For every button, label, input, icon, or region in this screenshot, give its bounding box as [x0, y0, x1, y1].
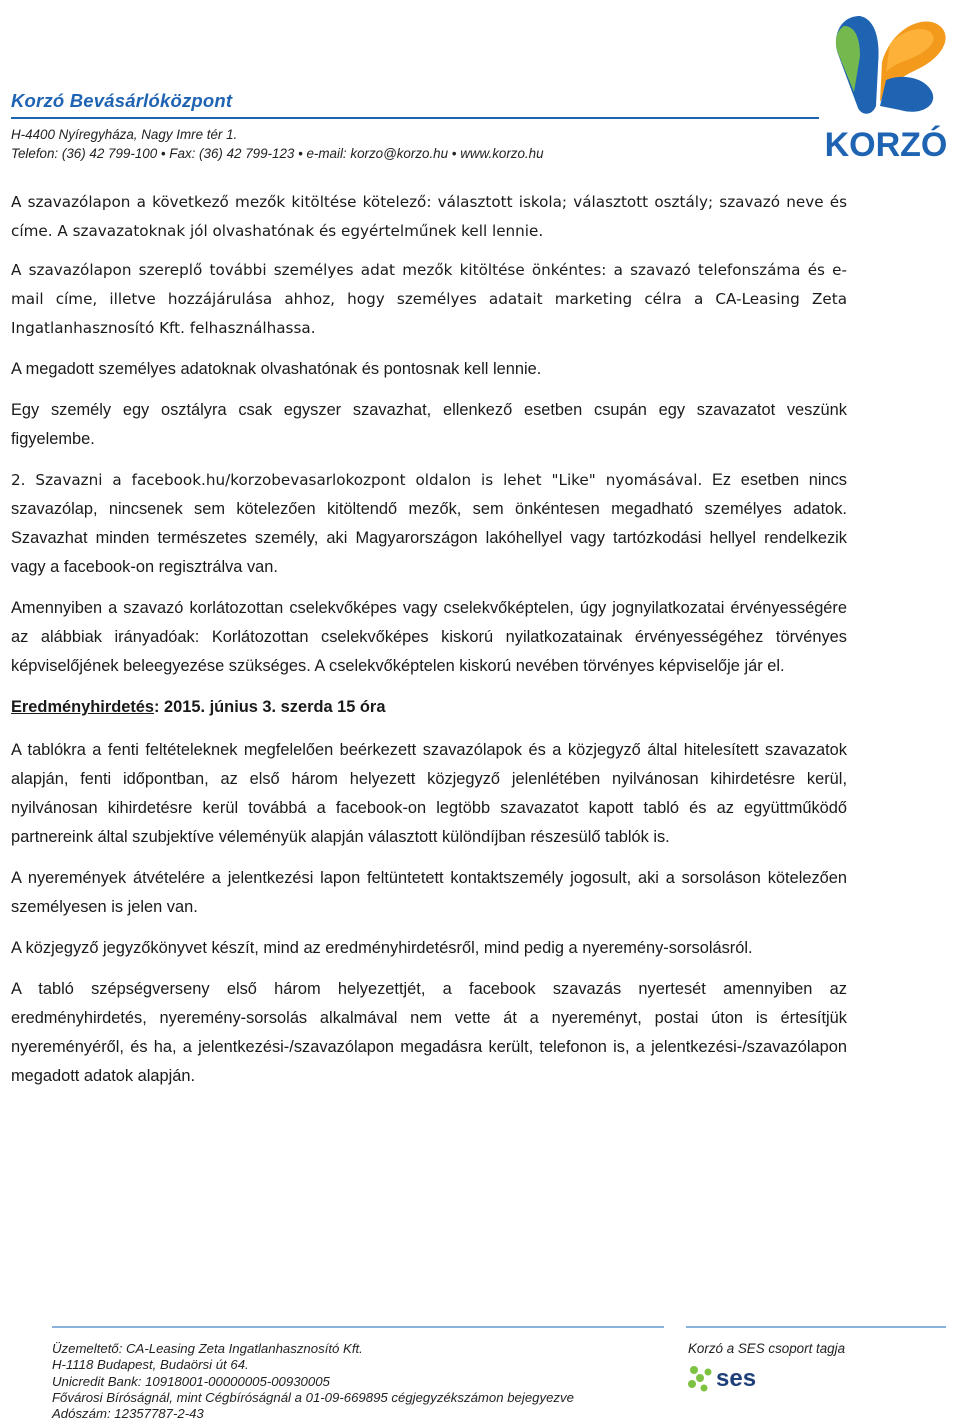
footer-divider-left: [52, 1326, 664, 1328]
company-contact: Telefon: (36) 42 799-100 • Fax: (36) 42 799-123 • e-mail: korzo@korzo.hu • www.korzo.hu: [11, 146, 544, 161]
company-address: H-4400 Nyíregyháza, Nagy Imre tér 1.: [11, 127, 238, 142]
footer-address: H-1118 Budapest, Budaörsi út 64.: [52, 1357, 249, 1373]
footer-company-info: [52, 1341, 574, 1422]
results-date: : 2015. június 3. szerda 15 óra: [154, 698, 386, 716]
paragraph-results-announcement: A tablókra a fenti feltételeknek megfelelően beérkezett szavazólapok és a közjegyző által hitelesített szavazatok alapján, fenti időpontban, az első három helyezett közjegyző jelenlétében nyilvánosan kihirdetésre kerül, nyilvánosan kihirdetésre kerül továbbá a facebook-on legtöbb szavazatot kapott tabló és az együttműködő partnereink által szubjektíve véleményük alapján választott különdíjban részesülő tablók is.: [11, 741, 847, 846]
paragraph-notary-minutes: A közjegyző jegyzőkönyvet készít, mind az eredményhirdetésről, mind pedig a nyeremény-sorsolásról.: [11, 939, 753, 957]
footer-operator: Üzemeltető: CA-Leasing Zeta Ingatlanhasznosító Kft.: [52, 1341, 363, 1356]
ses-group-title: Korzó a SES csoport tagja: [688, 1341, 846, 1356]
paragraph-legibility: A megadott személyes adatoknak olvashatónak és pontosnak kell lennie.: [11, 360, 542, 378]
facebook-voting-detail: Ez esetben nincs szavazólap, nincsenek sem kötelezően kitöltendő mezők, sem önkéntesen megadható személyes adatok. Szavazhat minden természetes személy, aki Magyarországon lakóhellyel vagy tartózkodási hellyel rendelkezik vagy a facebook-on regisztrálva van.: [11, 471, 847, 576]
document-body: [11, 188, 847, 1103]
paragraph-facebook-voting: [11, 466, 847, 582]
paragraph-optional-fields: A szavazólapon szereplő további személyes adat mezők kitöltése önkéntes: a szavazó telefonszáma és e-mail címe, illetve hozzájárulása ahhoz, hogy személyes adatait marketing célra a CA-Leasing Zeta Ingatlanhasznosító Kft. felhasználhassa.: [11, 261, 847, 337]
logo-text: KORZÓ: [824, 126, 948, 162]
korzo-logo: [820, 6, 952, 162]
results-announcement-heading: [11, 693, 847, 722]
ses-logo: [686, 1360, 776, 1394]
facebook-voting-lead: 2. Szavazni a facebook.hu/korzobevasarlokozpont oldalon is lehet "Like" nyomásával.: [11, 471, 703, 489]
footer-divider-right: [686, 1326, 946, 1328]
footer-bank: Unicredit Bank: 10918001-00000005-00930005: [52, 1373, 330, 1389]
header-divider: [11, 117, 819, 119]
paragraph-mandatory-fields: A szavazólapon a következő mezők kitöltése kötelező: választott iskola; választott osztály; szavazó neve és címe. A szavazatoknak jól olvashatónak és egyértelműnek kell lennie.: [11, 193, 847, 240]
paragraph-legal-capacity: Amennyiben a szavazó korlátozottan cselekvőképes vagy cselekvőképtelen, úgy jognyilatkozatai érvényességére az alábbiak irányadóak: Korlátozottan cselekvőképes kiskorú nyilatkozatainak érvényességéhez törvényes képviselőjének beleegyezése szükséges. A cselekvőképtelen kiskorú nevében törvényes képviselője jár el.: [11, 599, 847, 675]
ses-logo-text: ses: [716, 1365, 757, 1392]
footer-tax: Adószám: 12357787-2-43: [52, 1406, 204, 1422]
paragraph-prize-collection: A nyeremények átvételére a jelentkezési lapon feltüntetett kontaktszemély jogosult, aki a sorsoláson kötelezően személyesen is jelen van.: [11, 869, 847, 916]
company-name: Korzó Bevásárlóközpont: [11, 90, 233, 111]
paragraph-one-vote: Egy személy egy osztályra csak egyszer szavazhat, ellenkező esetben csupán egy szavazatot veszünk figyelembe.: [11, 401, 847, 448]
paragraph-winner-notification: A tabló szépségverseny első három helyezettjét, a facebook szavazás nyertesét amennyiben az eredményhirdetés, nyeremény-sorsolás alkalmával nem vette át a nyereményt, postai úton is értesítjük nyereményéről, és ha, a jelentkezési-/szavazólapon megadásra került, telefonon is, a jelentkezési-/szavazólapon megadott adatok alapján.: [11, 980, 847, 1085]
results-label: Eredményhirdetés: [11, 698, 155, 716]
footer-court: Fővárosi Bíróságnál, mint Cégbíróságnál a 01-09-669895 cégjegyzékszámon bejegyezve: [52, 1389, 574, 1405]
